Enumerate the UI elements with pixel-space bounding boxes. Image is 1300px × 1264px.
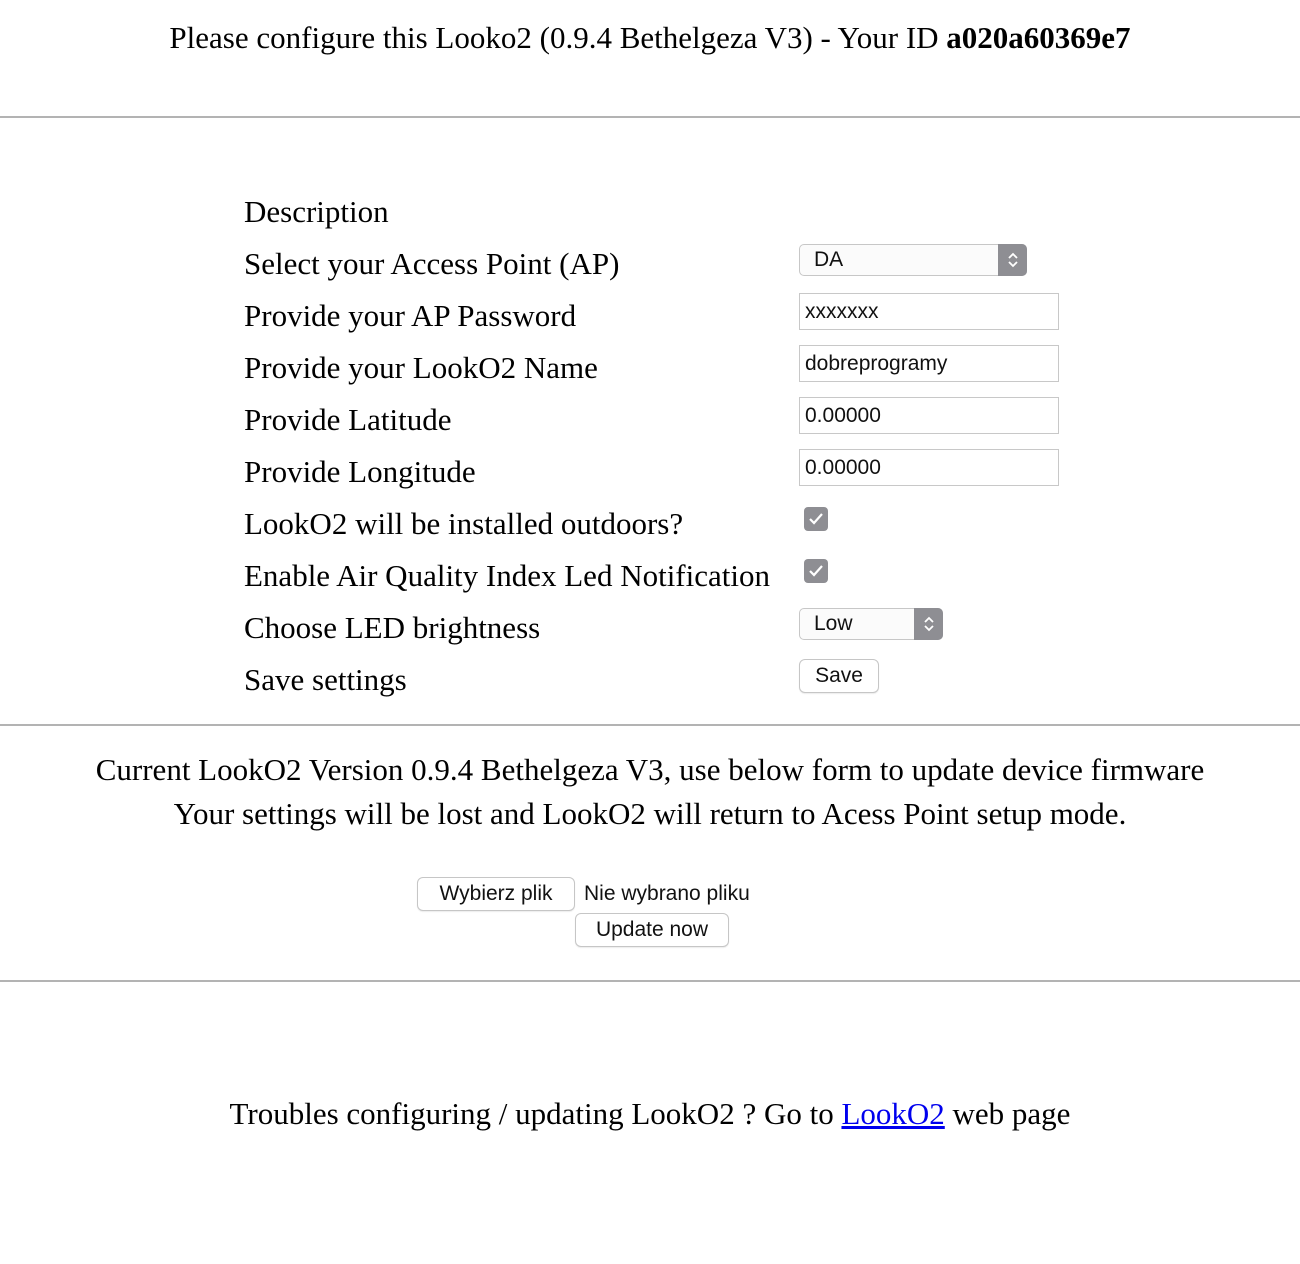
longitude-field[interactable]: 0.00000 xyxy=(799,449,1059,486)
footer-text-before: Troubles configuring / updating LookO2 ? Go to xyxy=(229,1096,842,1131)
name-label: Provide your LookO2 Name xyxy=(244,350,598,385)
ap-label: Select your Access Point (AP) xyxy=(244,246,620,281)
divider-middle xyxy=(0,724,1300,726)
aqi-led-checkbox[interactable] xyxy=(804,559,828,583)
device-id: a020a60369e7 xyxy=(946,20,1131,55)
outdoors-checkbox[interactable] xyxy=(804,507,828,531)
choose-file-button[interactable]: Wybierz plik xyxy=(417,877,575,911)
brightness-select[interactable] xyxy=(799,608,943,640)
outdoors-label: LookO2 will be installed outdoors? xyxy=(244,506,684,541)
password-label: Provide your AP Password xyxy=(244,298,577,333)
save-settings-label: Save settings xyxy=(244,662,407,697)
brightness-select-value: Low xyxy=(814,612,853,635)
password-field[interactable]: xxxxxxx xyxy=(799,293,1059,330)
latitude-field[interactable]: 0.00000 xyxy=(799,397,1059,434)
footer-text-after: web page xyxy=(944,1096,1071,1131)
ap-select[interactable] xyxy=(799,244,1027,276)
firmware-warning-text: Your settings will be lost and LookO2 will return to Acess Point setup mode. xyxy=(173,796,1127,831)
file-status-text: Nie wybrano pliku xyxy=(584,882,750,905)
save-button[interactable]: Save xyxy=(799,659,879,693)
aqi-led-label: Enable Air Quality Index Led Notification xyxy=(244,558,770,593)
looko2-link[interactable]: LookO2 xyxy=(841,1096,945,1131)
firmware-version-text: Current LookO2 Version 0.9.4 Bethelgeza V3, use below form to update device firmware xyxy=(95,752,1205,787)
checkmark-icon xyxy=(808,512,824,526)
checkmark-icon xyxy=(808,564,824,578)
name-field[interactable]: dobreprogramy xyxy=(799,345,1059,382)
divider-bottom xyxy=(0,980,1300,982)
help-footer xyxy=(0,1092,1300,1136)
select-arrows-icon xyxy=(998,244,1027,276)
divider-top xyxy=(0,116,1300,118)
longitude-label: Provide Longitude xyxy=(244,454,476,489)
latitude-label: Provide Latitude xyxy=(244,402,452,437)
update-now-button[interactable]: Update now xyxy=(575,913,729,947)
header-prefix: Please configure this Looko2 (0.9.4 Bethelgeza V3) - Your ID xyxy=(169,20,947,55)
description-label: Description xyxy=(244,194,389,229)
page-header xyxy=(0,16,1300,60)
select-arrows-icon xyxy=(914,608,943,640)
ap-select-value: DA xyxy=(814,248,844,271)
brightness-label: Choose LED brightness xyxy=(244,610,541,645)
